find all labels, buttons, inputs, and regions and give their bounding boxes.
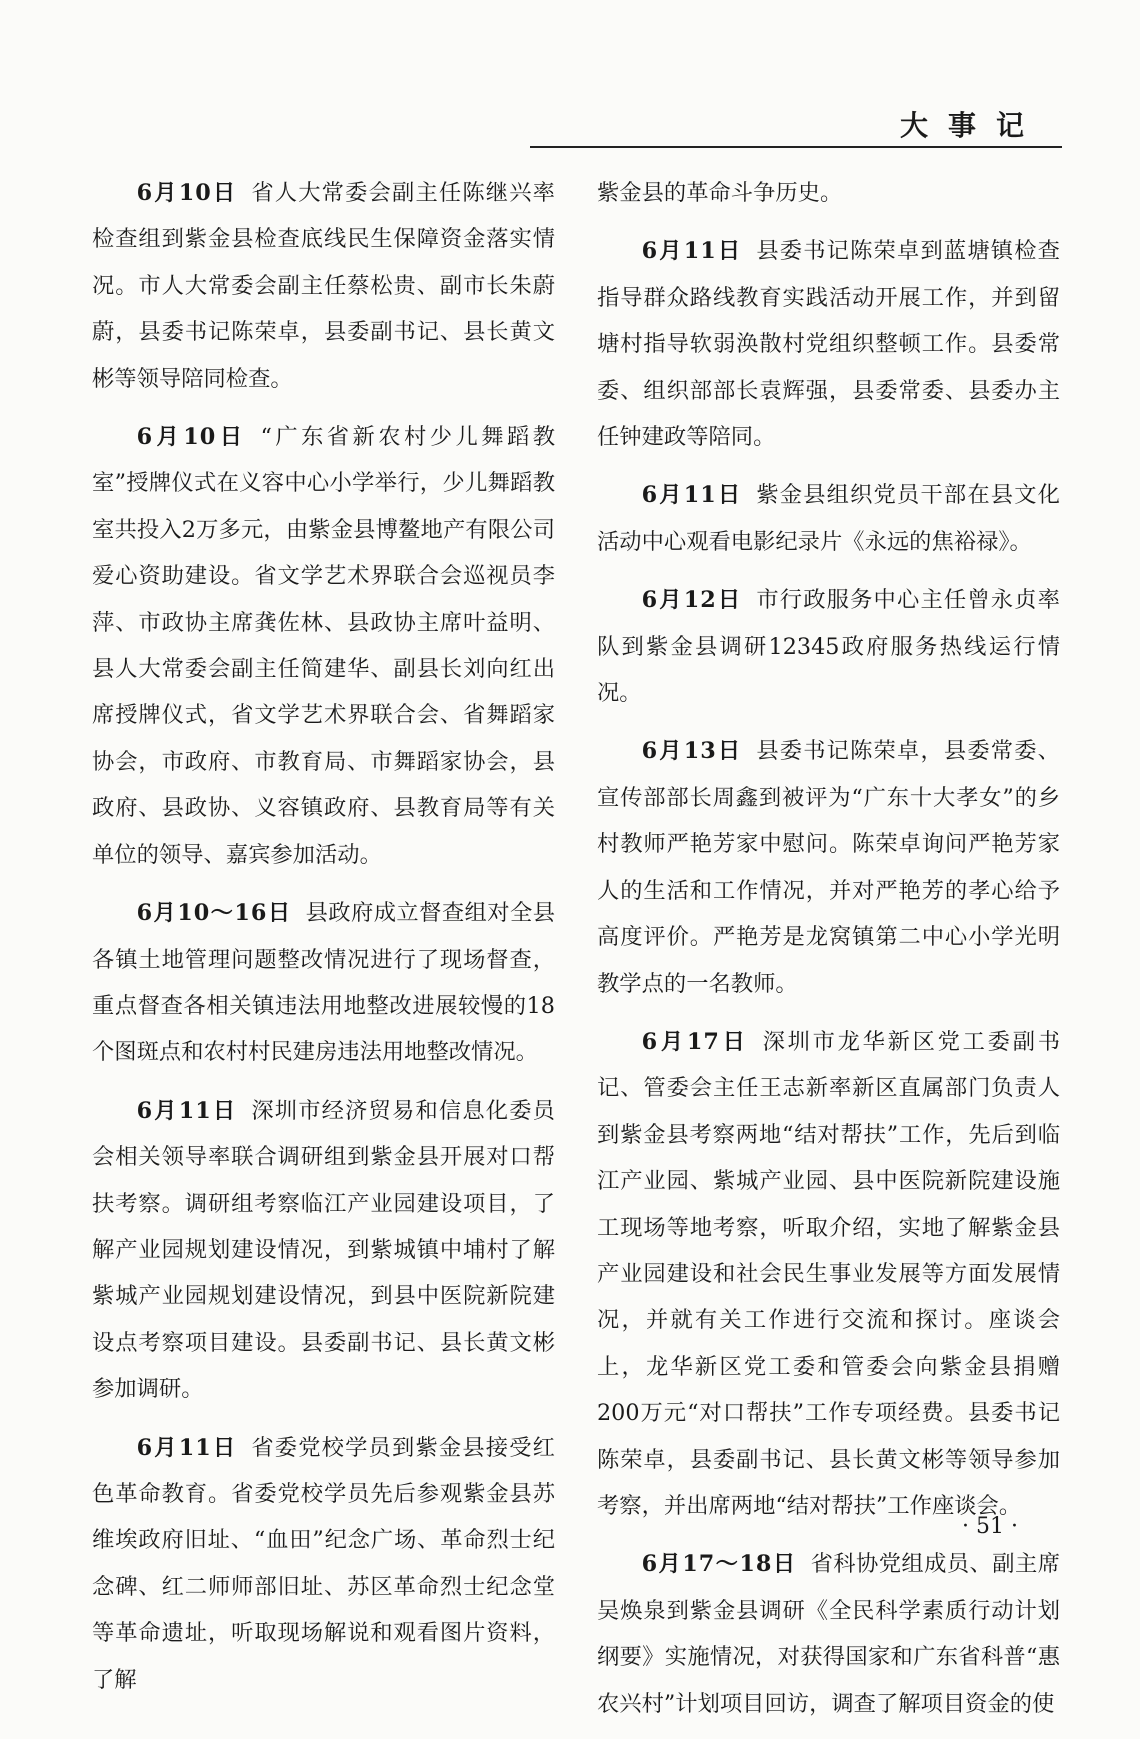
running-header-title: 大事记 <box>900 109 1045 142</box>
entry-text: 深圳市经济贸易和信息化委员会相关领导率联合调研组到紫金县开展对口帮扶考察。调研组考察临江产业园建设项目，了解产业园规划建设情况，到紫城镇中埔村了解紫城产业园规划建设情况，到县中医院新院建设点考察项目建设。县委副书记、县长黄文彬参加调研。 <box>92 1097 555 1403</box>
entry-date: 6月12日 <box>641 587 743 614</box>
entry-date: 6月13日 <box>641 738 743 765</box>
entry-text: 省委党校学员到紫金县接受红色革命教育。省委党校学员先后参观紫金县苏维埃政府旧址、“血田”纪念广场、革命烈士纪念碑、红二师师部旧址、苏区革命烈士纪念堂等革命遗址，听取现场解说和观看图片资料，了解 <box>92 1434 555 1693</box>
entry-date: 6月11日 <box>641 482 743 509</box>
entry <box>597 1019 1060 1529</box>
entry-date: 6月10日 <box>136 424 247 451</box>
entry-text: “广东省新农村少儿舞蹈教室”授牌仪式在义容中心小学举行，少儿舞蹈教室共投入2万多元，由紫金县博鳌地产有限公司爱心资助建设。省文学艺术界联合会巡视员李萍、市政协主席龚佐林、县政协主席叶益明、县人大常委会副主任简建华、副县长刘向红出席授牌仪式，省文学艺术界联合会、省舞蹈家协会，市政府、市教育局、市舞蹈家协会，县政府、县政协、义容镇政府、县教育局等有关单位的领导、嘉宾参加活动。 <box>92 424 556 868</box>
entry-date: 6月11日 <box>136 1097 238 1124</box>
entry-date: 6月10日 <box>136 180 238 206</box>
entry-date: 6月10～16日 <box>136 900 292 927</box>
entry-continuation: 紫金县的革命斗争历史。 <box>597 180 843 206</box>
entry-date: 6月17日 <box>641 1028 749 1055</box>
entry-text: 紫金县组织党员干部在县文化活动中心观看电影纪录片《永远的焦裕禄》。 <box>597 482 1060 555</box>
entry <box>597 577 1060 716</box>
entry <box>597 728 1060 1006</box>
entry <box>92 1425 555 1703</box>
entry <box>92 1088 555 1413</box>
entry-date: 6月11日 <box>641 238 743 265</box>
entry-text: 深圳市龙华新区党工委副书记、管委会主任王志新率新区直属部门负责人到紫金县考察两地“结对帮扶”工作，先后到临江产业园、紫城产业园、县中医院新院建设施工现场等地考察，听取介绍，实地了解紫金县产业园建设和社会民生事业发展等方面发展情况，并就有关工作进行交流和探讨。座谈会上，龙华新区党工委和管委会向紫金县捐赠200万元“对口帮扶”工作专项经费。县委书记陈荣卓，县委副书记、县长黄文彬等领导参加考察，并出席两地“结对帮扶”工作座谈会。 <box>597 1028 1060 1519</box>
entry-text: 省人大常委会副主任陈继兴率检查组到紫金县检查底线民生保障资金落实情况。市人大常委会副主任蔡松贵、副市长朱蔚蔚，县委书记陈荣卓，县委副书记、县长黄文彬等领导陪同检查。 <box>92 180 555 392</box>
entry <box>597 228 1060 460</box>
entry-text: 县委书记陈荣卓，县委常委、宣传部部长周鑫到被评为“广东十大孝女”的乡村教师严艳芳家中慰问。陈荣卓询问严艳芳家人的生活和工作情况，并对严艳芳的孝心给予高度评价。严艳芳是龙窝镇第二中心小学光明教学点的一名教师。 <box>597 738 1060 997</box>
entry-text: 县委书记陈荣卓到蓝塘镇检查指导群众路线教育实践活动开展工作，并到留塘村指导软弱涣散村党组织整顿工作。县委常委、组织部部长袁辉强，县委常委、县委办主任钟建政等陪同。 <box>597 238 1060 451</box>
entry <box>597 472 1060 565</box>
entry-date: 6月17～18日 <box>641 1551 797 1578</box>
header-rule <box>530 146 1062 148</box>
entry-text: 省科协党组成员、副主席吴焕泉到紫金县调研《全民科学素质行动计划纲要》实施情况，对获得国家和广东省科普“惠农兴村”计划项目回访，调查了解项目资金的使 <box>597 1551 1060 1717</box>
entry <box>92 890 555 1076</box>
entry-date: 6月11日 <box>136 1434 238 1461</box>
right-column <box>597 170 1060 1739</box>
page-number: · 51 · <box>962 1514 1018 1539</box>
entry-text: 县政府成立督查组对全县各镇土地管理问题整改情况进行了现场督查，重点督查各相关镇违法用地整改进展较慢的18个图斑点和农村村民建房违法用地整改情况。 <box>92 900 555 1066</box>
entry-text: 市行政服务中心主任曾永贞率队到紫金县调研12345政府服务热线运行情况。 <box>597 587 1060 707</box>
entry <box>92 414 555 878</box>
entry <box>597 1541 1060 1727</box>
entry <box>92 170 555 402</box>
left-column <box>92 170 555 1715</box>
